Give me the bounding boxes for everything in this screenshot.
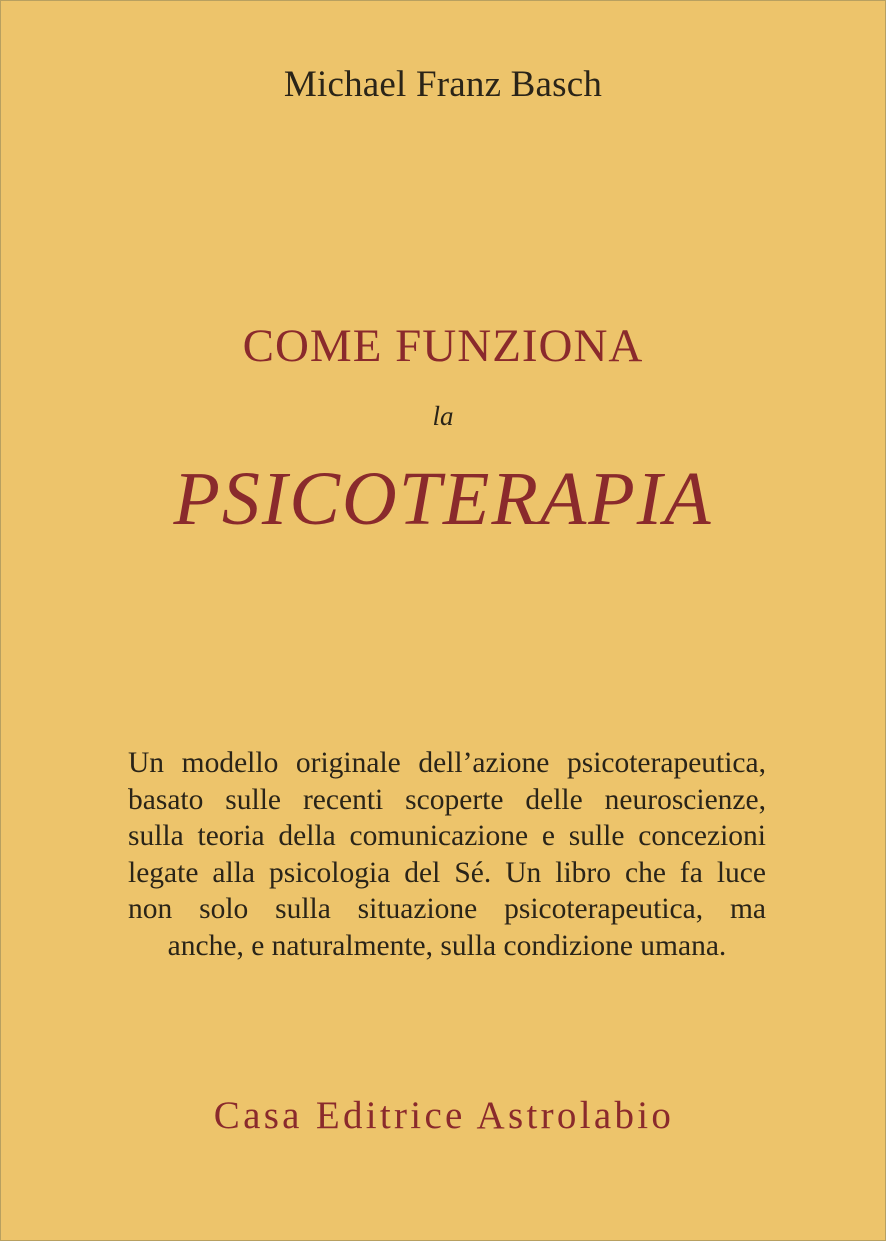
blurb-line: sulla teoria della comunicazione e sulle concezioni <box>128 820 766 852</box>
blurb-line: non solo sulla situazione psicoterapeutica, ma <box>128 893 766 925</box>
blurb-line: anche, e naturalmente, sulla condizione umana. <box>167 929 727 962</box>
blurb-line: Un modello originale dell’azione psicoterapeutica, <box>128 747 766 779</box>
title-line-1: COME FUNZIONA <box>242 320 644 372</box>
title-line-2: PSICOTERAPIA <box>173 457 713 541</box>
cover-blurb <box>128 745 766 964</box>
publisher-name: Casa Editrice Astrolabio <box>213 1094 675 1137</box>
author-name: Michael Franz Basch <box>283 64 603 105</box>
blurb-line: basato sulle recenti scoperte delle neuroscienze, <box>128 783 766 816</box>
title-article: la <box>432 401 454 431</box>
blurb-line: legate alla psicologia del Sé. Un libro che fa luce <box>128 856 766 889</box>
